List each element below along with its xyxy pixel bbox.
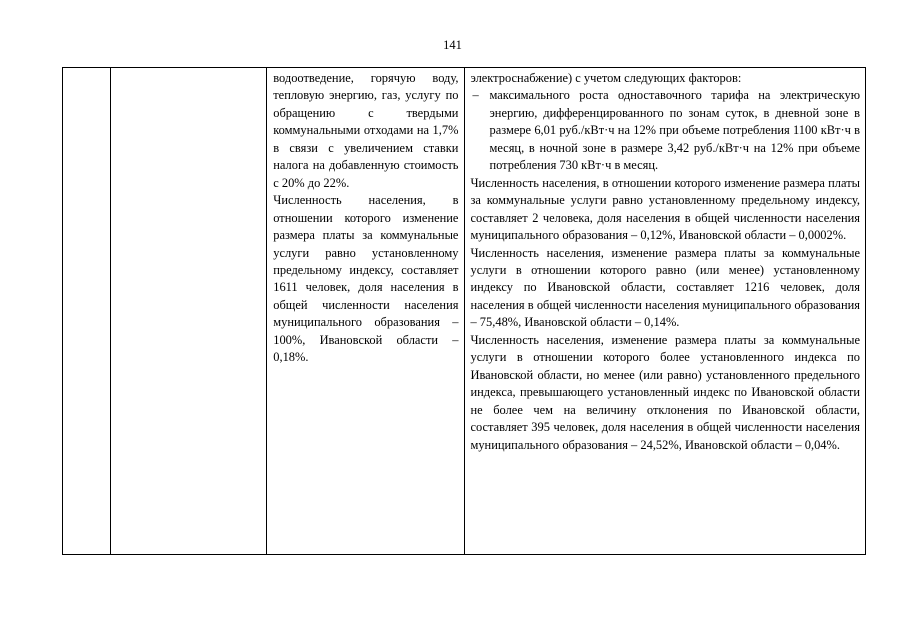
- col4-dash-item: [470, 87, 860, 174]
- dash-item-text: максимального роста одноставочного тарифа на электрическую энергию, дифференцированного по зонам суток, в дневной зоне в размере 6,01 руб./кВт·ч на 12% при объеме потребления 1100 кВт·ч в месяц, в ночной зоне в размере 3,42 руб./кВт·ч на 12% при объеме потребления 730 кВт·ч в месяц.: [489, 88, 860, 173]
- dash-marker: –: [472, 88, 479, 103]
- col3-paragraph: водоотведение, горячую воду, тепловую энергию, газ, услугу по обращению с твердыми коммунальными отходами на 1,7% в связи с увеличением ставки налога на добавленную стоимость с 20% до 22%.: [273, 71, 459, 190]
- col4-paragraph: Численность населения, изменение размера платы за коммунальные услуги в отношении которого более установленного индекса по Ивановской области, но менее (или равно) установленного предельного индекса, превышающего установленный индекс по Ивановской области не более чем на величину отклонения по Ивановской области, составляет 395 человек, доля населения в общей численности населения муниципального образования – 24,52%, Ивановской области – 0,04%.: [470, 332, 860, 452]
- page-number: 141: [443, 38, 462, 52]
- table-cell-col1: [63, 68, 111, 555]
- table-row: [63, 68, 866, 555]
- table-cell-col3: [267, 68, 465, 555]
- col4-intro: электроснабжение) с учетом следующих факторов:: [470, 71, 742, 85]
- col4-paragraph: Численность населения, в отношении которого изменение размера платы за коммунальные услуги равно установленному предельному индексу, составляет 2 человека, доля населения в общей численности населения муниципального образования – 0,12%, Ивановской области – 0,0002%.: [470, 175, 860, 243]
- document-table: [62, 67, 866, 555]
- table-cell-col2: [111, 68, 267, 555]
- col4-paragraph: Численность населения, изменение размера платы за коммунальные услуги в отношении которого равно (или менее) установленному индексу по Ивановской области, составляет 1216 человек, доля населения в общей численности населения муниципального образования – 75,48%, Ивановской области – 0,14%.: [470, 245, 860, 330]
- table-cell-col4: [465, 68, 866, 555]
- col3-paragraph: Численность населения, в отношении которого изменение размера платы за коммунальные услуги равно установленному предельному индексу, составляет 1611 человек, доля населения в общей численности населения муниципального образования – 100%, Ивановской области – 0,18%.: [273, 193, 459, 365]
